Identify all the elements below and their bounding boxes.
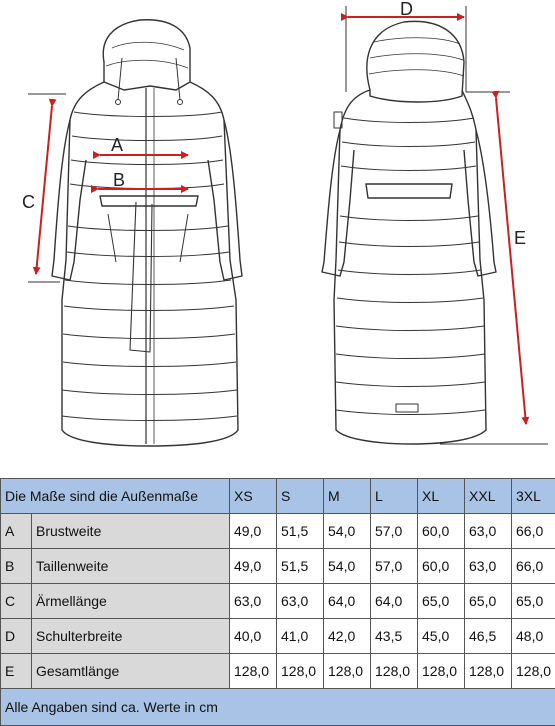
cell-value: 51,5 <box>277 549 324 584</box>
cell-value: 65,0 <box>418 584 465 619</box>
back-hood <box>367 21 464 102</box>
cell-value: 57,0 <box>371 514 418 549</box>
label-b: B <box>113 170 125 190</box>
front-coat-body <box>62 82 238 446</box>
arrow-c <box>36 106 52 274</box>
cell-value: 63,0 <box>465 514 512 549</box>
back-coat-body <box>334 90 486 444</box>
cell-value: 66,0 <box>512 514 555 549</box>
cell-value: 64,0 <box>371 584 418 619</box>
cell-value: 43,5 <box>371 619 418 654</box>
cell-value: 42,0 <box>324 619 371 654</box>
back-belt <box>366 184 452 198</box>
row-key: C <box>1 584 32 619</box>
label-d: D <box>400 0 413 19</box>
table-row <box>1 549 555 584</box>
size-header: 3XL <box>512 479 555 514</box>
cell-value: 128,0 <box>277 654 324 689</box>
cell-value: 40,0 <box>230 619 277 654</box>
back-coat-drawing <box>322 21 496 444</box>
cell-value: 49,0 <box>230 549 277 584</box>
table-row <box>1 654 555 689</box>
size-header: M <box>324 479 371 514</box>
row-key: A <box>1 514 32 549</box>
size-header: XXL <box>465 479 512 514</box>
front-coat-drawing <box>52 20 242 446</box>
size-header-row <box>1 479 555 514</box>
front-hood-collar <box>103 20 190 90</box>
label-a: A <box>111 135 123 155</box>
measurement-annotations <box>22 0 548 444</box>
cell-value: 46,5 <box>465 619 512 654</box>
cell-value: 128,0 <box>512 654 555 689</box>
cell-value: 128,0 <box>465 654 512 689</box>
cell-value: 54,0 <box>324 549 371 584</box>
cell-value: 49,0 <box>230 514 277 549</box>
back-quilting <box>336 118 485 415</box>
size-table <box>0 478 555 726</box>
cell-value: 60,0 <box>418 549 465 584</box>
cell-value: 128,0 <box>324 654 371 689</box>
arrow-e <box>496 98 526 424</box>
row-name: Brustweite <box>32 514 230 549</box>
size-header: XL <box>418 479 465 514</box>
table-title: Die Maße sind die Außenmaße <box>1 479 230 514</box>
cell-value: 60,0 <box>418 514 465 549</box>
front-quilting <box>62 112 237 421</box>
label-e: E <box>514 228 526 248</box>
size-header: S <box>277 479 324 514</box>
row-name: Ärmellänge <box>32 584 230 619</box>
row-name: Gesamtlänge <box>32 654 230 689</box>
cell-value: 51,5 <box>277 514 324 549</box>
front-belt <box>100 196 198 206</box>
cell-value: 128,0 <box>371 654 418 689</box>
label-c: C <box>22 192 35 212</box>
cell-value: 63,0 <box>230 584 277 619</box>
cell-value: 65,0 <box>465 584 512 619</box>
cell-value: 64,0 <box>324 584 371 619</box>
table-footer-note: Alle Angaben sind ca. Werte in cm <box>1 689 555 726</box>
table-row <box>1 619 555 654</box>
row-key: D <box>1 619 32 654</box>
cell-value: 54,0 <box>324 514 371 549</box>
cell-value: 63,0 <box>277 584 324 619</box>
table-row <box>1 584 555 619</box>
cell-value: 65,0 <box>512 584 555 619</box>
size-header: XS <box>230 479 277 514</box>
row-name: Taillenweite <box>32 549 230 584</box>
size-header: L <box>371 479 418 514</box>
row-key: E <box>1 654 32 689</box>
table-row <box>1 514 555 549</box>
cell-value: 57,0 <box>371 549 418 584</box>
cell-value: 63,0 <box>465 549 512 584</box>
cell-value: 128,0 <box>230 654 277 689</box>
cell-value: 128,0 <box>418 654 465 689</box>
cell-value: 48,0 <box>512 619 555 654</box>
cell-value: 66,0 <box>512 549 555 584</box>
cell-value: 41,0 <box>277 619 324 654</box>
row-name: Schulterbreite <box>32 619 230 654</box>
cell-value: 45,0 <box>418 619 465 654</box>
row-key: B <box>1 549 32 584</box>
